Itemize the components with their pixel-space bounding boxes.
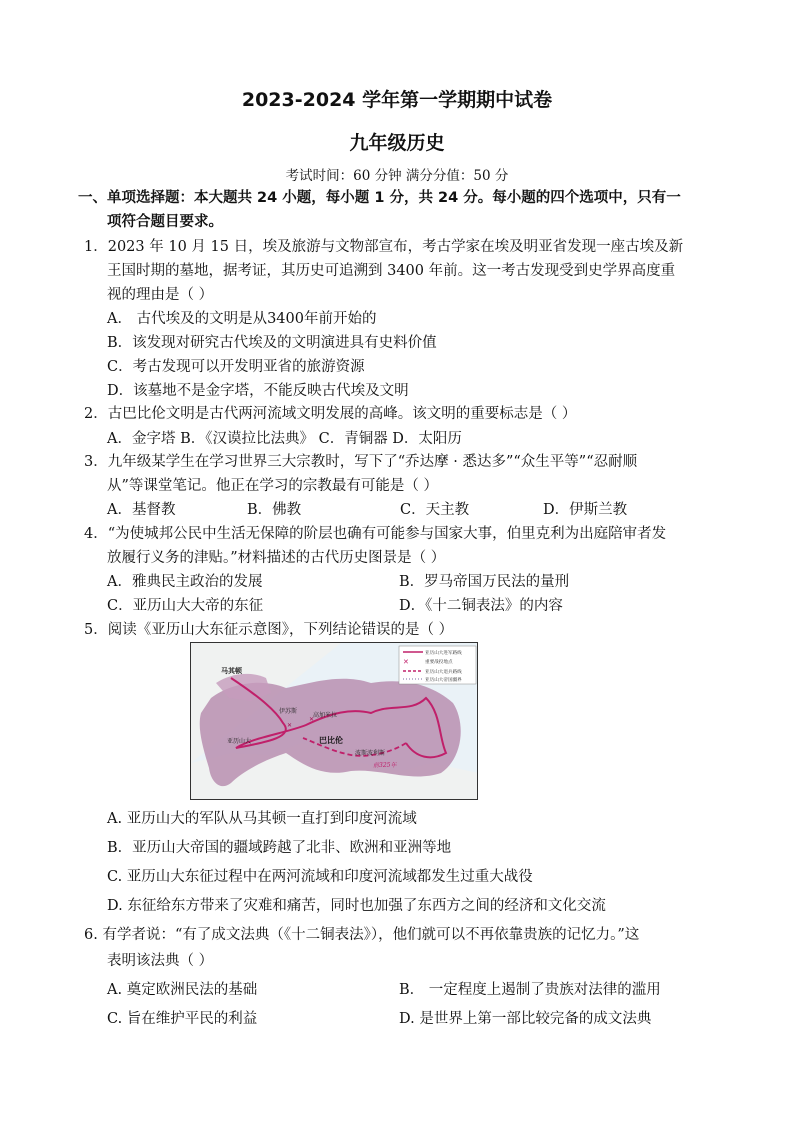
place-label: 伊苏斯 — [279, 708, 298, 715]
q4-option-d: D．《十二铜表法》的内容 — [399, 598, 563, 614]
q3-option-b: B．佛教 — [247, 502, 302, 518]
legend-label: 重要战役地点 — [425, 660, 453, 665]
q6-option-d: D. 是世界上第一部比较完备的成文法典 — [399, 1011, 652, 1027]
q2-stem: 2．古巴比伦文明是古代两河流域文明发展的高峰。该文明的重要标志是（ ） — [84, 406, 577, 422]
q4-option-c: C．亚历山大大帝的东征 — [107, 598, 264, 614]
place-label: 马其顿 — [221, 666, 242, 675]
q4-stem-line2: 放履行义务的津贴。”材料描述的古代历史图景是（ ） — [107, 550, 446, 566]
alexander-campaign-map — [190, 642, 478, 800]
q3-option-c: C．天主教 — [400, 502, 470, 518]
exam-title: 2023-2024 学年第一学期期中试卷 — [241, 89, 553, 111]
q4-stem-line1: 4．“为使城邦公民中生活无保障的阶层也确有可能参与国家大事，伯里克利为出庭陪审者发 — [84, 526, 667, 542]
place-label: 巴比伦 — [319, 735, 343, 745]
q3-stem-line1: 3．九年级某学生在学习世界三大宗教时，写下了“乔达摩 · 悉达多”“众生平等”“忍耐顺 — [84, 454, 638, 470]
q1-stem-line3: 视的理由是（ ） — [107, 287, 214, 303]
place-label: 亚历山大 — [227, 738, 252, 745]
q1-option-a: A． 古代埃及的文明是从3400年前开始的 — [107, 311, 377, 327]
q5-stem: 5．阅读《亚历山大东征示意图》，下列结论错误的是（ ） — [84, 622, 454, 638]
q6-option-c: C. 旨在维护平民的利益 — [107, 1011, 258, 1027]
q5-option-b: B．亚历山大帝国的疆域跨越了北非、欧洲和亚洲等地 — [107, 840, 452, 856]
exam-subtitle: 九年级历史 — [349, 132, 445, 154]
q5-option-c: C. 亚历山大东征过程中在两河流域和印度河流域都发生过重大战役 — [107, 869, 533, 885]
q1-option-c: C．考古发现可以开发明亚省的旅游资源 — [107, 359, 365, 375]
q4-option-a: A．雅典民主政治的发展 — [107, 574, 263, 590]
place-label: 波斯波利斯 — [355, 750, 386, 757]
q3-option-a: A．基督教 — [107, 502, 176, 518]
map-battle-mark: ✕ — [309, 716, 315, 723]
q1-stem-line2: 王国时期的墓地，据考证，其历史可追溯到 3400 年前。这一考古发现受到史学界高度重 — [107, 263, 676, 279]
legend-label: 亚历山大进军路线 — [425, 651, 462, 656]
exam-info: 考试时间：60 分钟 满分分值：50 分 — [285, 168, 509, 184]
section-heading: 一、单项选择题：本大题共 24 小题，每小题 1 分，共 24 分。每小题的四个选项中，只有一 — [78, 190, 681, 206]
q4-option-b: B．罗马帝国万民法的量刑 — [399, 574, 570, 590]
q1-option-d: D．该墓地不是金字塔，不能反映古代埃及文明 — [107, 383, 409, 399]
section-heading-cont: 项符合题目要求。 — [107, 214, 223, 230]
q5-option-a: A. 亚历山大的军队从马其顿一直打到印度河流域 — [107, 811, 417, 827]
q6-stem-line1: 6. 有学者说：“有了成文法典（《十二铜表法》），他们就可以不再依靠贵族的记忆力。”这 — [84, 927, 640, 943]
q5-option-d: D. 东征给东方带来了灾难和痛苦，同时也加强了东西方之间的经济和文化交流 — [107, 898, 606, 914]
q1-option-b: B．该发现对研究古代埃及的文明演进具有史料价值 — [107, 335, 437, 351]
q6-stem-line2: 表明该法典（ ） — [107, 953, 214, 969]
q1-stem-line1: 1．2023 年 10 月 15 日，埃及旅游与文物部宣布，考古学家在埃及明亚省发现一座古埃及新 — [84, 239, 684, 255]
place-label: 高加米拉 — [313, 712, 338, 719]
q3-option-d: D．伊斯兰教 — [543, 502, 628, 518]
map-battle-mark: ✕ — [287, 722, 293, 729]
q2-options: A．金字塔 B．《汉谟拉比法典》 C．青铜器 D．太阳历 — [107, 431, 462, 447]
q6-option-b: B． 一定程度上遏制了贵族对法律的滥用 — [399, 982, 661, 998]
place-label: 前325年 — [373, 762, 397, 769]
legend-label: 亚历山大帝国疆界 — [425, 678, 462, 683]
q6-option-a: A. 奠定欧洲民法的基础 — [107, 982, 258, 998]
legend-label: 亚历山大退兵路线 — [425, 670, 462, 675]
q3-stem-line2: 从”等课堂笔记。他正在学习的宗教最有可能是（ ） — [107, 478, 439, 494]
legend-battle-swatch: ✕ — [403, 658, 409, 666]
map-graphic — [191, 643, 478, 800]
